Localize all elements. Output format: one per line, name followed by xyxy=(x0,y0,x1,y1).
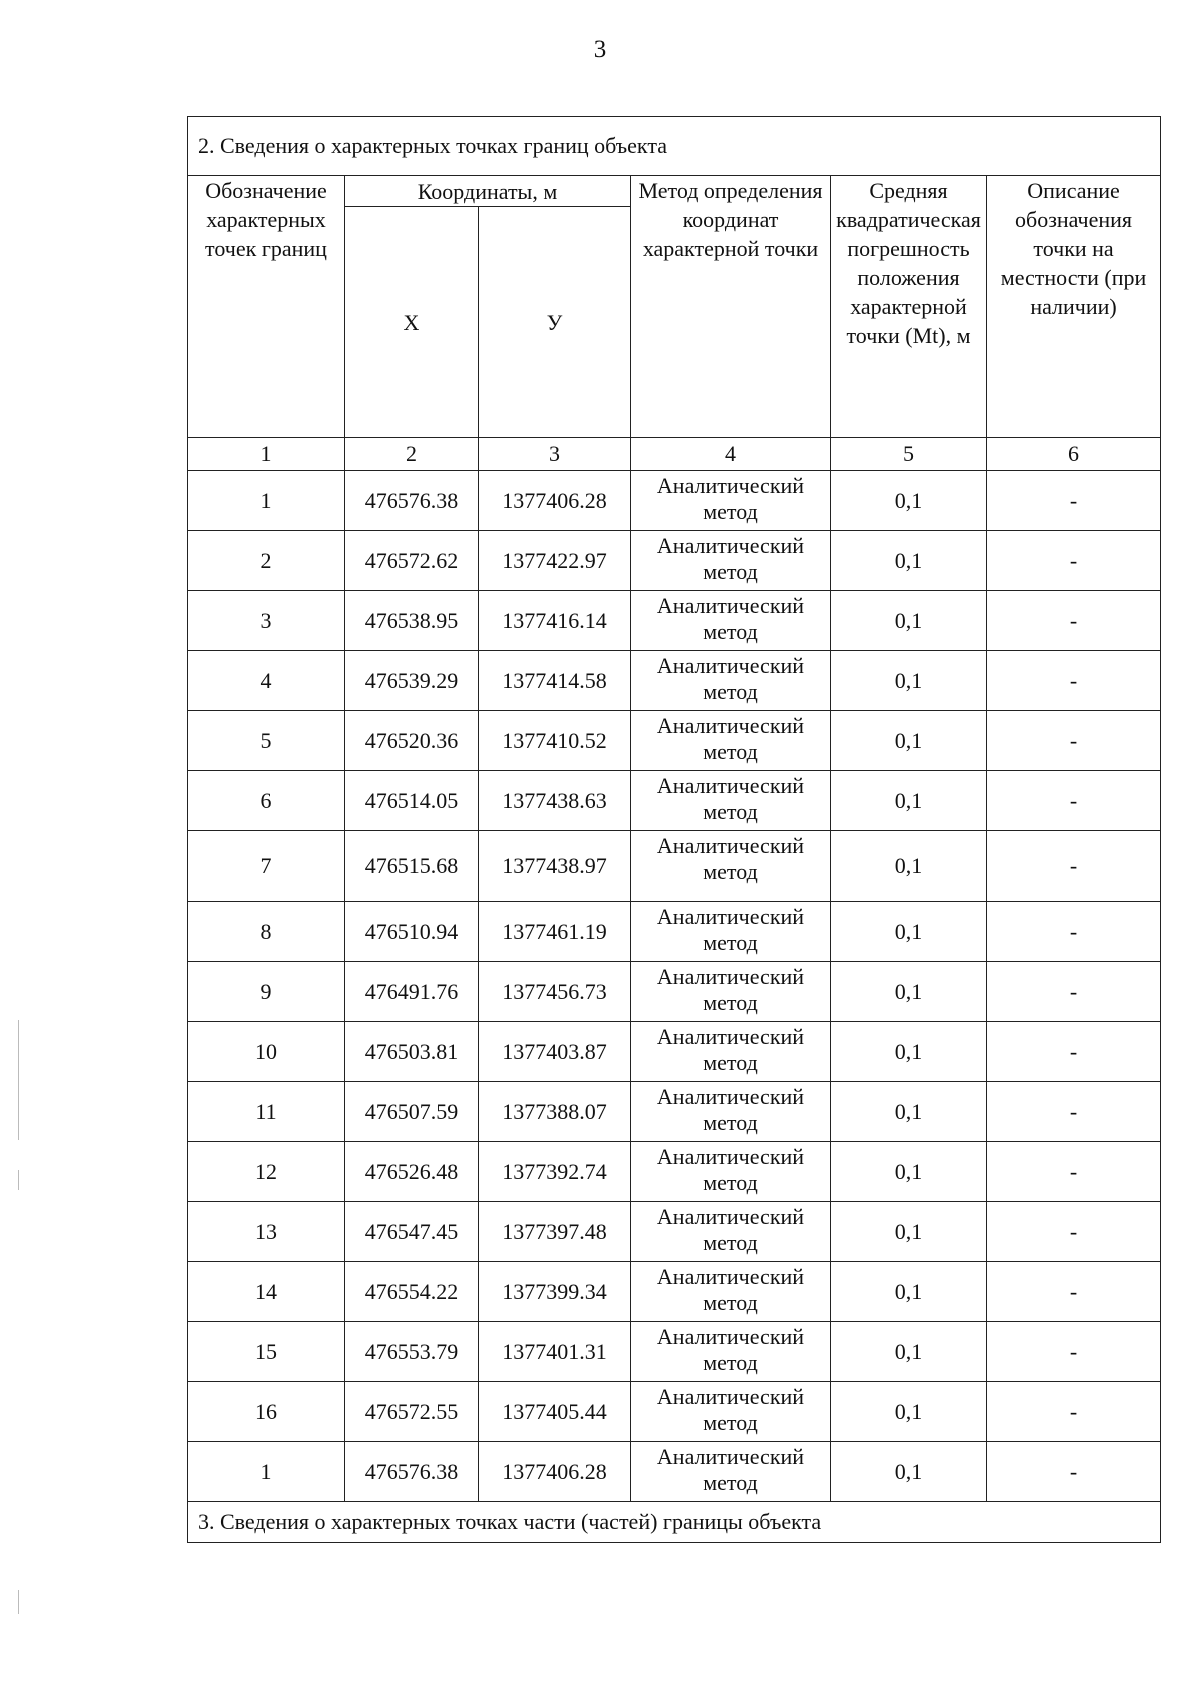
x-coordinate-cell: 476553.79 xyxy=(345,1322,479,1382)
description-cell: - xyxy=(987,962,1161,1022)
table-row xyxy=(188,1382,1161,1442)
description-cell: - xyxy=(987,1082,1161,1142)
point-number-cell: 1 xyxy=(188,471,345,531)
point-number-cell: 13 xyxy=(188,1202,345,1262)
point-number-cell: 8 xyxy=(188,902,345,962)
description-cell: - xyxy=(987,771,1161,831)
x-coordinate-cell: 476526.48 xyxy=(345,1142,479,1202)
header-coordinates: Координаты, м xyxy=(345,176,631,207)
table-row xyxy=(188,651,1161,711)
section-2-title: 2. Сведения о характерных точках границ объекта xyxy=(188,117,1161,176)
method-cell: Аналитический метод xyxy=(631,962,831,1022)
table-row xyxy=(188,1322,1161,1382)
point-number-cell: 2 xyxy=(188,531,345,591)
accuracy-cell: 0,1 xyxy=(831,1142,987,1202)
method-cell: Аналитический метод xyxy=(631,711,831,771)
point-number-cell: 10 xyxy=(188,1022,345,1082)
accuracy-cell: 0,1 xyxy=(831,1022,987,1082)
x-coordinate-cell: 476510.94 xyxy=(345,902,479,962)
x-coordinate-cell: 476576.38 xyxy=(345,471,479,531)
method-cell: Аналитический метод xyxy=(631,1262,831,1322)
point-number-cell: 9 xyxy=(188,962,345,1022)
y-coordinate-cell: 1377410.52 xyxy=(479,711,631,771)
point-number-cell: 5 xyxy=(188,711,345,771)
table-row xyxy=(188,711,1161,771)
x-coordinate-cell: 476538.95 xyxy=(345,591,479,651)
y-coordinate-cell: 1377401.31 xyxy=(479,1322,631,1382)
point-number-cell: 16 xyxy=(188,1382,345,1442)
method-cell: Аналитический метод xyxy=(631,1322,831,1382)
column-number: 3 xyxy=(479,438,631,471)
method-cell: Аналитический метод xyxy=(631,591,831,651)
description-cell: - xyxy=(987,531,1161,591)
accuracy-cell: 0,1 xyxy=(831,1262,987,1322)
accuracy-cell: 0,1 xyxy=(831,1082,987,1142)
point-number-cell: 3 xyxy=(188,591,345,651)
description-cell: - xyxy=(987,1442,1161,1502)
column-number: 4 xyxy=(631,438,831,471)
accuracy-cell: 0,1 xyxy=(831,711,987,771)
header-method: Метод определения координат характерной точки xyxy=(631,176,831,438)
column-numbers-row xyxy=(188,438,1161,471)
section-3-title: 3. Сведения о характерных точках части (частей) границы объекта xyxy=(188,1502,1161,1543)
method-cell: Аналитический метод xyxy=(631,471,831,531)
accuracy-cell: 0,1 xyxy=(831,1322,987,1382)
description-cell: - xyxy=(987,902,1161,962)
accuracy-cell: 0,1 xyxy=(831,831,987,902)
point-number-cell: 6 xyxy=(188,771,345,831)
accuracy-cell: 0,1 xyxy=(831,902,987,962)
header-description: Описание обозначения точки на местности (при наличии) xyxy=(987,176,1161,438)
accuracy-cell: 0,1 xyxy=(831,591,987,651)
point-number-cell: 14 xyxy=(188,1262,345,1322)
y-coordinate-cell: 1377392.74 xyxy=(479,1142,631,1202)
x-coordinate-cell: 476491.76 xyxy=(345,962,479,1022)
y-coordinate-cell: 1377438.97 xyxy=(479,831,631,902)
table-row xyxy=(188,1082,1161,1142)
x-coordinate-cell: 476547.45 xyxy=(345,1202,479,1262)
y-coordinate-cell: 1377416.14 xyxy=(479,591,631,651)
column-number: 6 xyxy=(987,438,1161,471)
y-coordinate-cell: 1377397.48 xyxy=(479,1202,631,1262)
header-accuracy: Средняя квадратическая погрешность положения характерной точки (Mt), м xyxy=(831,176,987,438)
point-number-cell: 7 xyxy=(188,831,345,902)
description-cell: - xyxy=(987,1022,1161,1082)
method-cell: Аналитический метод xyxy=(631,771,831,831)
accuracy-cell: 0,1 xyxy=(831,531,987,591)
description-cell: - xyxy=(987,591,1161,651)
accuracy-cell: 0,1 xyxy=(831,962,987,1022)
boundary-points-table xyxy=(187,116,1161,1543)
table-row xyxy=(188,1022,1161,1082)
scan-margin-mark xyxy=(18,1020,19,1140)
description-cell: - xyxy=(987,1382,1161,1442)
table-row xyxy=(188,1262,1161,1322)
point-number-cell: 15 xyxy=(188,1322,345,1382)
header-x: X xyxy=(345,207,479,438)
y-coordinate-cell: 1377405.44 xyxy=(479,1382,631,1442)
x-coordinate-cell: 476572.62 xyxy=(345,531,479,591)
description-cell: - xyxy=(987,1142,1161,1202)
description-cell: - xyxy=(987,831,1161,902)
method-cell: Аналитический метод xyxy=(631,831,831,902)
accuracy-cell: 0,1 xyxy=(831,1202,987,1262)
description-cell: - xyxy=(987,1262,1161,1322)
method-cell: Аналитический метод xyxy=(631,1202,831,1262)
x-coordinate-cell: 476515.68 xyxy=(345,831,479,902)
accuracy-cell: 0,1 xyxy=(831,471,987,531)
table-row xyxy=(188,771,1161,831)
description-cell: - xyxy=(987,651,1161,711)
point-number-cell: 11 xyxy=(188,1082,345,1142)
point-number-cell: 12 xyxy=(188,1142,345,1202)
y-coordinate-cell: 1377422.97 xyxy=(479,531,631,591)
scan-margin-mark xyxy=(18,1590,19,1614)
y-coordinate-cell: 1377456.73 xyxy=(479,962,631,1022)
y-coordinate-cell: 1377461.19 xyxy=(479,902,631,962)
column-number: 1 xyxy=(188,438,345,471)
accuracy-cell: 0,1 xyxy=(831,771,987,831)
table-row xyxy=(188,591,1161,651)
description-cell: - xyxy=(987,711,1161,771)
method-cell: Аналитический метод xyxy=(631,1442,831,1502)
accuracy-cell: 0,1 xyxy=(831,1442,987,1502)
method-cell: Аналитический метод xyxy=(631,902,831,962)
x-coordinate-cell: 476503.81 xyxy=(345,1022,479,1082)
header-designation: Обозначение характерных точек границ xyxy=(188,176,345,438)
x-coordinate-cell: 476539.29 xyxy=(345,651,479,711)
point-number-cell: 1 xyxy=(188,1442,345,1502)
method-cell: Аналитический метод xyxy=(631,1142,831,1202)
y-coordinate-cell: 1377388.07 xyxy=(479,1082,631,1142)
y-coordinate-cell: 1377406.28 xyxy=(479,471,631,531)
y-coordinate-cell: 1377414.58 xyxy=(479,651,631,711)
accuracy-cell: 0,1 xyxy=(831,1382,987,1442)
method-cell: Аналитический метод xyxy=(631,531,831,591)
method-cell: Аналитический метод xyxy=(631,651,831,711)
accuracy-cell: 0,1 xyxy=(831,651,987,711)
column-number: 2 xyxy=(345,438,479,471)
x-coordinate-cell: 476520.36 xyxy=(345,711,479,771)
x-coordinate-cell: 476507.59 xyxy=(345,1082,479,1142)
method-cell: Аналитический метод xyxy=(631,1022,831,1082)
x-coordinate-cell: 476572.55 xyxy=(345,1382,479,1442)
table-row xyxy=(188,831,1161,902)
header-y: У xyxy=(479,207,631,438)
table-row xyxy=(188,531,1161,591)
table-row xyxy=(188,471,1161,531)
table-row xyxy=(188,902,1161,962)
description-cell: - xyxy=(987,471,1161,531)
page-number: 3 xyxy=(593,36,607,63)
y-coordinate-cell: 1377406.28 xyxy=(479,1442,631,1502)
y-coordinate-cell: 1377403.87 xyxy=(479,1022,631,1082)
description-cell: - xyxy=(987,1202,1161,1262)
column-number: 5 xyxy=(831,438,987,471)
y-coordinate-cell: 1377438.63 xyxy=(479,771,631,831)
table-row xyxy=(188,1142,1161,1202)
table-row xyxy=(188,1442,1161,1502)
table-row xyxy=(188,1202,1161,1262)
scan-margin-mark xyxy=(18,1170,19,1190)
description-cell: - xyxy=(987,1322,1161,1382)
method-cell: Аналитический метод xyxy=(631,1382,831,1442)
x-coordinate-cell: 476576.38 xyxy=(345,1442,479,1502)
method-cell: Аналитический метод xyxy=(631,1082,831,1142)
point-number-cell: 4 xyxy=(188,651,345,711)
y-coordinate-cell: 1377399.34 xyxy=(479,1262,631,1322)
table-row xyxy=(188,962,1161,1022)
x-coordinate-cell: 476554.22 xyxy=(345,1262,479,1322)
x-coordinate-cell: 476514.05 xyxy=(345,771,479,831)
